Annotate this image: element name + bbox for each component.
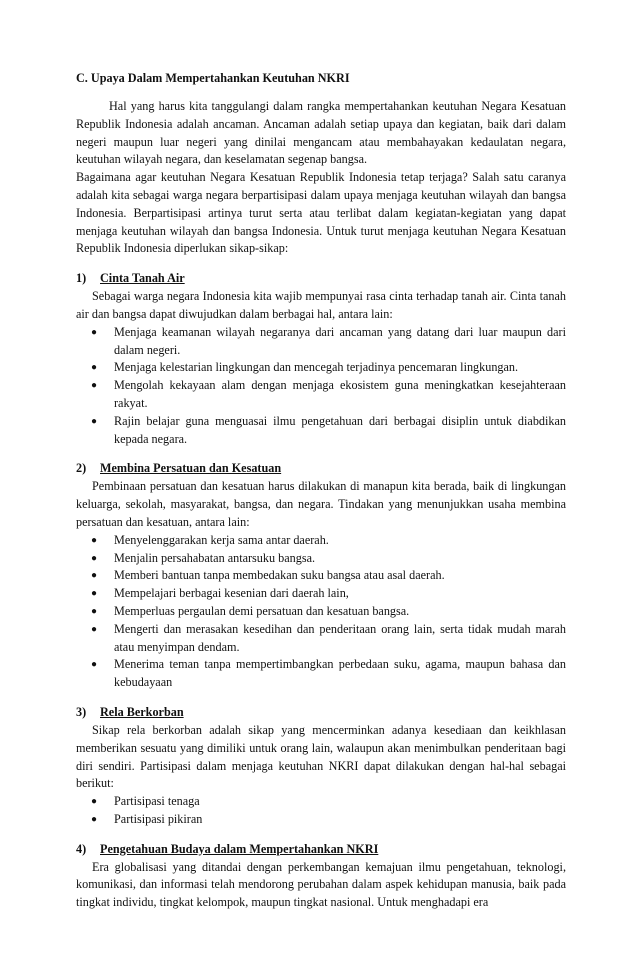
bullet-list-1 [76,324,566,449]
subsection-number: 4) [76,841,87,856]
list-item: ● Menjaga kelestarian lingkungan dan mencegah terjadinya pencemaran lingkungan. [91,359,566,377]
list-item: ● Memperluas pergaulan demi persatuan dan kesatuan bangsa. [91,603,566,621]
list-item: ● Mengolah kekayaan alam dengan menjaga ekosistem guna meningkatkan kesejahteraan rakyat. [91,377,566,413]
subsection-title-text: Membina Persatuan dan Kesatuan [100,461,282,476]
bullet-icon: ● [91,380,98,392]
subsection-title-3 [76,704,566,720]
list-item: ● Partisipasi pikiran [91,811,566,829]
bullet-icon: ● [91,534,98,546]
list-item: ● Menerima teman tanpa mempertimbangkan perbedaan suku, agama, maupun bahasa dan kebudayaan [91,656,566,692]
subsection-title-1 [76,270,566,286]
document-page [76,70,566,912]
subsection-title-text: Rela Berkorban [100,704,184,719]
list-item: ● Memberi bantuan tanpa membedakan suku bangsa atau asal daerah. [91,567,566,585]
bullet-icon: ● [91,813,98,825]
bullet-icon: ● [91,796,98,808]
subsection-paragraph-1: Sebagai warga negara Indonesia kita wajib mempunyai rasa cinta terhadap tanah air. Cinta tanah air dan bangsa dapat diwujudkan dalam berbagai hal, antara lain: [76,289,566,321]
subsection-paragraph-4: Era globalisasi yang ditandai dengan perkembangan kemajuan ilmu pengetahuan, teknologi, komunikasi, dan informasi telah mendorong perubahan dalam aspek kehidupan manusia, baik pada tingkat individu, tingkat kelompok, maupun tingkat nasional. Untuk menghadapi era [76,859,566,910]
list-item: ● Menyelenggarakan kerja sama antar daerah. [91,532,566,550]
bullet-icon: ● [91,623,98,635]
bullet-icon: ● [91,552,98,564]
list-item: ● Partisipasi tenaga [91,793,566,811]
subsection-number: 2) [76,461,87,476]
bullet-icon: ● [91,326,98,338]
subsection-number: 3) [76,704,87,719]
subsection-paragraph-2: Pembinaan persatuan dan kesatuan harus dilakukan di manapun kita berada, baik di lingkungan keluarga, sekolah, masyarakat, bangsa, dan negara. Tindakan yang menunjukkan usaha membina persatuan dan kesatuan, antara lain: [76,479,566,529]
bullet-list-2 [76,532,566,692]
bullet-icon: ● [91,588,98,600]
list-item: ● Menjaga keamanan wilayah negaranya dari ancaman yang datang dari luar maupun dari dalam negeri. [91,324,566,360]
list-item: ● Mengerti dan merasakan kesedihan dan penderitaan orang lain, serta tidak mudah marah atau menyimpan dendam. [91,621,566,657]
list-item: ● Mempelajari berbagai kesenian dari daerah lain, [91,585,566,603]
subsection-title-4 [76,841,566,857]
list-item: ● Rajin belajar guna menguasai ilmu pengetahuan dari berbagai disiplin untuk diabdikan kepada negara. [91,413,566,449]
section-heading: C. Upaya Dalam Mempertahankan Keutuhan NKRI [76,71,350,85]
bullet-icon: ● [91,659,98,671]
bullet-list-3 [76,793,566,829]
list-item: ● Menjalin persahabatan antarsuku bangsa. [91,550,566,568]
bullet-icon: ● [91,570,98,582]
bullet-icon: ● [91,605,98,617]
subsection-number: 1) [76,271,87,286]
subsection-paragraph-3: Sikap rela berkorban adalah sikap yang mencerminkan adanya kesediaan dan keikhlasan memberikan sesuatu yang dimiliki untuk orang lain, walaupun akan menimbulkan penderitaan bagi diri sendiri. Partisipasi dalam menjaga keutuhan NKRI dapat dilakukan dengan hal-hal sebagai berikut: [76,722,566,791]
subsection-title-2 [76,460,566,476]
subsection-title-text: Pengetahuan Budaya dalam Mempertahankan NKRI [100,841,379,856]
bullet-icon: ● [91,415,98,427]
bullet-icon: ● [91,362,98,374]
subsection-title-text: Cinta Tanah Air [100,271,185,286]
intro-paragraph-2: Bagaimana agar keutuhan Negara Kesatuan Republik Indonesia tetap terjaga? Salah satu caranya adalah kita sebagai warga negara berpartisipasi dalam upaya menjaga keutuhan wilayah dan bangsa Indonesia. Berpartisipasi artinya turut serta atau terlibat dalam kegiatan-kegiatan yang dapat menjaga keutuhan wilayah dan bangsa Indonesia. Untuk turut menjaga keutuhan Negara Kesatuan Republik Indonesia diperlukan sikap-sikap: [76,170,566,256]
intro-paragraph-1: Hal yang harus kita tanggulangi dalam rangka mempertahankan keutuhan Negara Kesatuan Republik Indonesia adalah ancaman. Ancaman adalah setiap upaya dan kegiatan, baik dari dalam negeri maupun luar negeri yang dinilai mengancam atau membahayakan kedaulatan negara, keutuhan wilayah negara, dan keselamatan segenap bangsa. [76,99,566,167]
